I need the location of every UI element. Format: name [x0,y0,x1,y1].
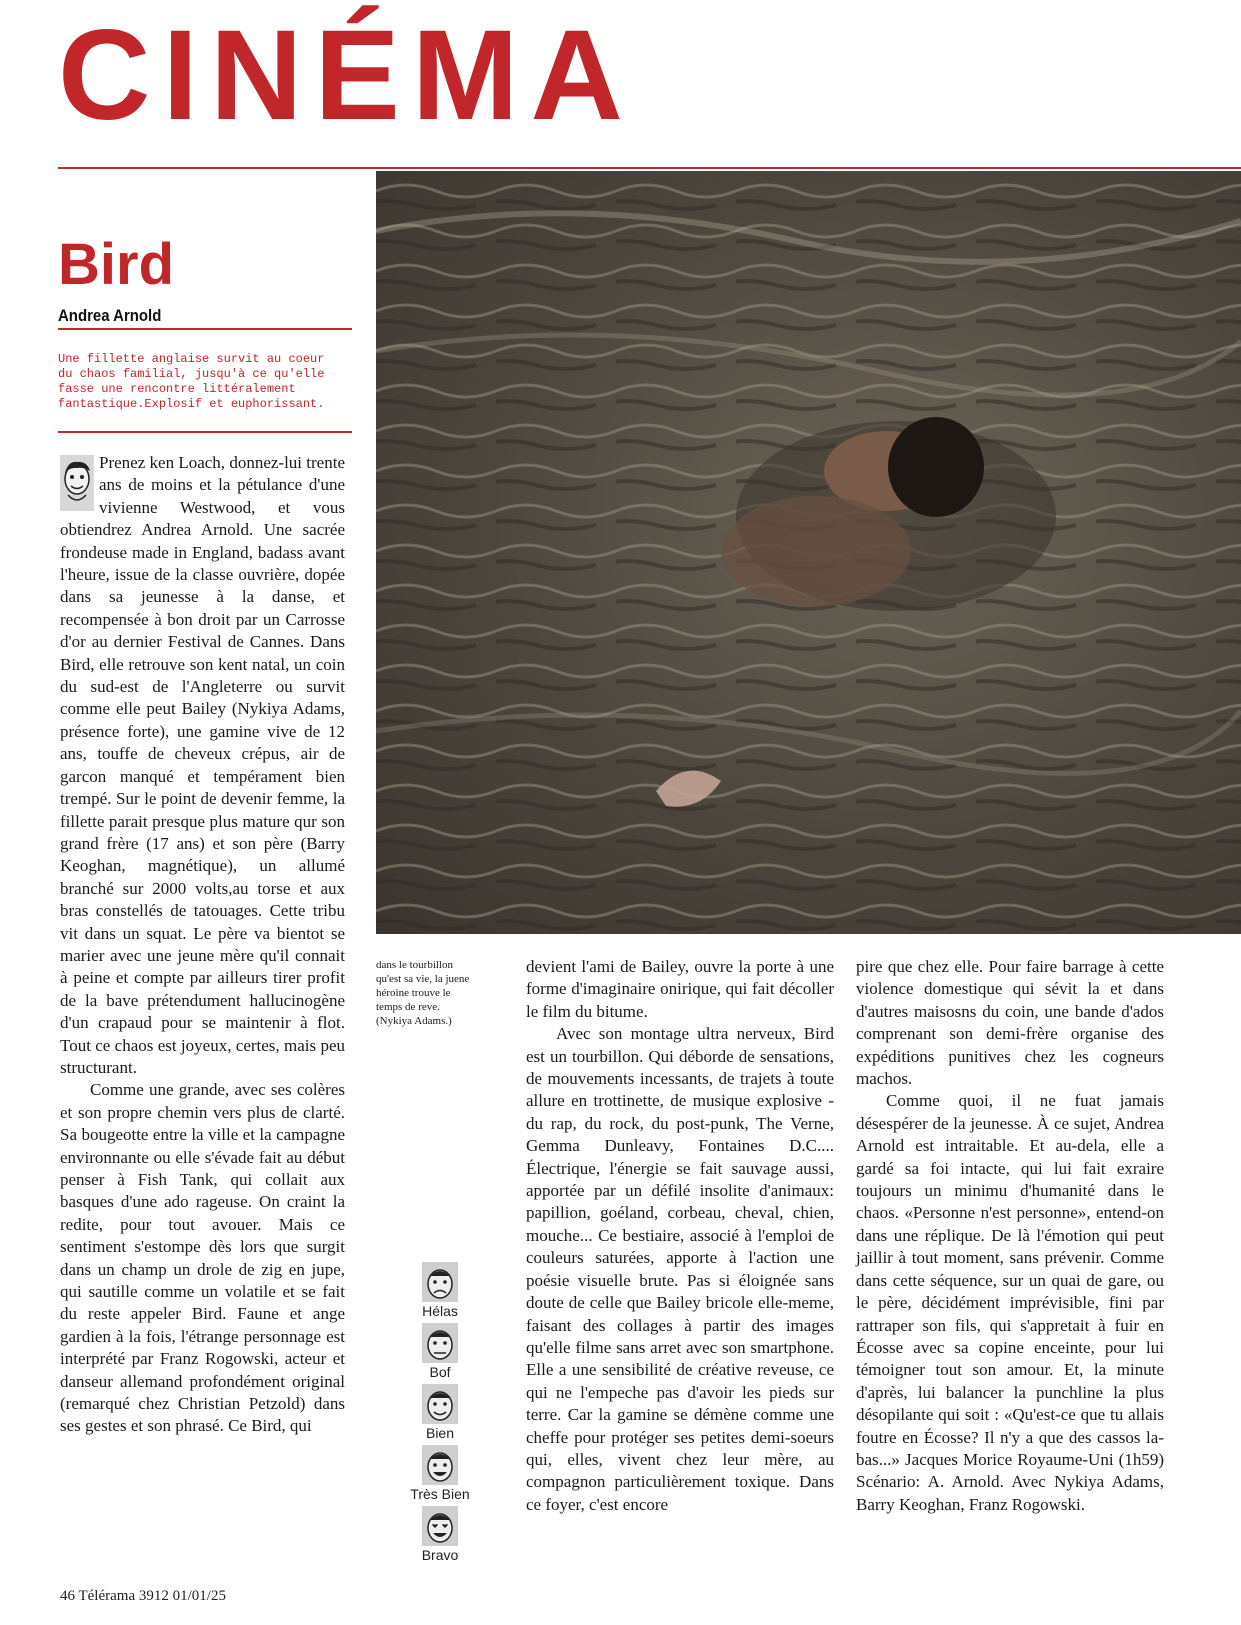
rating-item [400,1262,480,1323]
rating-label: Bien [425,1425,455,1441]
paragraph: devient l'ami de Bailey, ouvre la porte à une forme d'imaginaire onirique, qui fait décoller le film du bitume. [526,957,834,1021]
rating-item [400,1506,480,1567]
rating-item [400,1323,480,1384]
rating-item [400,1445,480,1506]
paragraph: pire que chez elle. Pour faire barrage à cette violence domestique qui sévit la et dans d'autres maisosns du coin, une bande d'ados comprenant son demi-frère organise des expéditions punitives chez les cogneurs machos. [856,957,1164,1089]
heart-eyes-face-icon [422,1506,458,1546]
page-footer: 46 Télérama 3912 01/01/25 [60,1588,226,1604]
grin-face-icon [422,1445,458,1485]
lede: Une fillette anglaise survit au coeur du chaos familial, jusqu'à ce qu'elle fasse une rencontre littéralement fantastique.Explosif et euphorissant. [58,352,325,411]
rating-label: Très Bien [410,1486,470,1502]
film-title: Bird [58,232,174,297]
rating-label: Bof [429,1364,451,1380]
rating-scale [400,1262,480,1567]
critic-avatar-icon [60,455,94,511]
title-rule [58,328,352,330]
rating-label: Bravo [421,1547,459,1563]
director-name: Andrea Arnold [58,306,162,325]
rating-label: Hélas [422,1303,458,1319]
article-column-1 [60,452,345,1438]
smile-face-icon [422,1384,458,1424]
section-title: CINÉMA [58,4,635,147]
paragraph: Prenez ken Loach, donnez-lui trente ans de moins et la pétulance d'une vivienne Westwood, et vous obtiendrez Andrea Arnold. Une sacrée frondeuse made in England, badass avant l'heure, issue de la classe ouvrière, dopée dans sa jeunesse à la danse, et recompensée à bon droit par un Carrosse d'or au dernier Festival de Cannes. Dans Bird, elle retrouve son kent natal, un coin du sud-est de l'Angleterre ou survit comme elle peut Bailey (Nykiya Adams, présence forte), une gamine vive de 12 ans, touffe de cheveux crépus, air de garcon manqué et tempérament bien trempé. Sur le point de devenir femme, la fillette parait presque plus mature qur son grand frère (17 ans) et son père (Barry Keoghan, magnétique), un allumé branché sur 2000 volts,au torse et aux bras constellés de tatouages. Cette tribu vit dans un squat. Le père va bientot se marier avec une jeune mère qu'il connait à peine et compte par ailleurs tirer profit de la bave prétendument hallucinogène d'un crapaud pour se maintenir à flot. Tout ce chaos est joyeux, certes, mais peu structurant. [60,453,345,1077]
rating-item [400,1384,480,1445]
article-column-3 [856,956,1164,1516]
article-column-2 [526,956,834,1516]
paragraph: Comme quoi, il ne fuat jamais désespérer de la jeunesse. À ce sujet, Andrea Arnold est intraitable. Et au-dela, elle a gardé sa foi intacte, qui lui fait exraire toujours un minimu d'humanité dans le chaos. «Personne n'est personne», entend-on dans une réplique. De là l'émotion qui peut jaillir à tout moment, sans prévenir. Comme dans cette séquence, sur un quai de gare, ou le père, décidément imprévisible, fini par rattraper son fils, qui s'appretait à fuir en Écosse avec sa copine enceinte, pour lui témoigner tout son amour. Et, la minute d'après, lui balancer la punchline la plus désopilante qui soit : «Qu'est-ce que tu allais foutre en Écosse? Il n'y a que des cassos la-bas...» Jacques Morice Royaume-Uni (1h59) Scénario: A. Arnold. Avec Nykiya Adams, Barry Keoghan, Franz Rogowski. [856,1091,1164,1514]
sad-face-icon [422,1262,458,1302]
lede-rule [58,431,352,433]
header-rule [58,167,1241,169]
photo-caption: dans le tourbillon qu'est sa vie, la juene héroine trouve le temps de reve. (Nykiya Adams.) [376,959,470,1027]
paragraph: Avec son montage ultra nerveux, Bird est un tourbillon. Qui déborde de sensations, de mouvements incessants, de trajets à toute allure en trottinette, de musique explosive - du rap, du rock, du post-punk, The Verne, Gemma Dunleavy, Fontaines D.C.... Électrique, l'énergie se fait sauvage aussi, apportée par un défilé insolite d'animaux: papillion, goéland, corbeau, cheval, chien, mouche... Ce bestiaire, associé à l'emploi de couleurs saturées, apporte à l'action une poésie visuelle brute. Pas si éloignée sans doute de celle que Bailey bricole elle-meme, faisant des collages à partir des images qu'elle filme sans arret avec son smartphone. Elle a une sensibilité de créative reveuse, ce qui ne l'empeche pas d'avoir les pieds sur terre. Car la gamine se démène comme une cheffe pour protéger ses petites demi-soeurs qui, elles, vivent chez leur mère, au compagnon particulièrement toxique. Dans ce foyer, c'est encore [526,1024,834,1514]
meh-face-icon [422,1323,458,1363]
hero-photo [376,171,1241,934]
paragraph: Comme une grande, avec ses colères et son propre chemin vers plus de clarté. Sa bougeotte entre la ville et la campagne environnante ou elle s'évade fait au début penser à Fish Tank, qui collait aux basques d'une ado rageuse. On craint la redite, pour tout avouer. Mais ce sentiment s'estompe dès lors que surgit dans un champ un drole de zig en jupe, qui sautille comme un volatile et se fait du reste appeler Bird. Faune et ange gardien à la fois, l'étrange personnage est interprété par Franz Rogowski, acteur et danseur allemand profondément original (remarqué chez Christian Petzold) dans ses gestes et son phrasé. Ce Bird, qui [60,1080,345,1436]
